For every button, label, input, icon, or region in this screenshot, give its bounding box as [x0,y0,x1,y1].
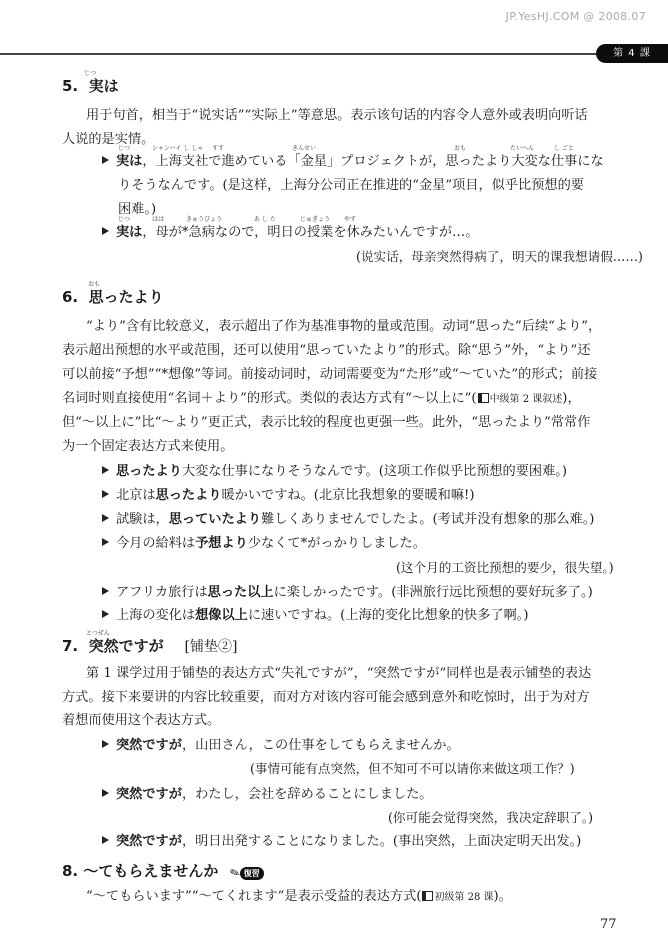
example-text: ，明日出発することになりました。(事出突然，上面决定明天出发。) [181,834,582,849]
section-subtitle: [铺垫②] [184,639,238,655]
body-text: )， [562,391,581,406]
example-text: 難しくありませんでしたよ。(考试并没有想象的那么难。) [261,512,595,527]
section-7-body-line: 第 1 课学过用于铺垫的表达方式“失礼ですが”，“突然ですが”同样也是表示铺垫的表达 [86,666,592,681]
section-5-body-line: 人说的是实情。 [62,132,155,147]
section-6-body-line: “より”含有比较意义，表示超出了作为基准事物的量或范围。动词“思った”后续“より”， [86,319,602,334]
bullet-triangle-icon [102,740,109,748]
section-6-body-line: 表示超出预想的水平或范围，还可以使用“思っていたより”的形式。除“思う”外，“より”还 [62,343,591,358]
cross-reference: 初级第 28 课 [434,892,494,903]
section-6-heading [62,286,164,307]
page-number: 77 [600,917,617,932]
section-number: 7. [62,637,79,655]
example-keyword: 思ったより [155,488,222,503]
example-keyword: 実は [116,154,143,169]
ruby: じゅぎょう [300,216,331,223]
example-text: 試験は， [116,512,169,527]
section-5-heading [62,75,119,96]
bullet-triangle-icon [102,156,109,164]
example-translation: (你可能会觉得突然，我决定辞职了。) [388,810,594,825]
example-keyword: 突然ですが [116,787,182,802]
ruby: きゅうびょう [186,216,223,223]
example-keyword: 予想より [195,536,248,551]
example-item [102,484,474,503]
example-text: ，上海支社で進めている「金星」プロジェクトが，思ったより大変な仕事にな [142,154,604,169]
example-keyword: 思った以上 [207,585,274,600]
section-6-body-line: 可以前接“予想”“*想像”等词。前接动词时，动词需要变为“た形”或“～ていた”的形式；前接 [62,367,598,382]
example-text: 暖かいですね。(北京比我想象的要暖和嘛!) [221,488,475,503]
example-text: ，山田さん，この仕事をしてもらえませんか。 [181,738,460,753]
section-title: 突然ですが [88,637,164,655]
section-8-body-line [86,885,512,904]
example-item [102,604,529,623]
section-title: ～てもらえませんか [83,862,219,880]
ruby: じつ [118,145,131,152]
example-text-line: りそうなんです。(是这样，上海分公司正在推进的“金星”项目，似乎比预想的要 [118,178,584,193]
example-text: 今月の給料は [116,536,196,551]
section-number: 5. [62,77,79,95]
section-7-body-line: 着想而使用这个表达方式。 [62,713,221,728]
example-keyword: 思っていたより [168,512,262,527]
section-7-body-line: 方式。接下来要讲的内容比较重要，而对方对该内容可能会感到意外和吃惊时，出于为对方 [62,690,590,705]
example-item [102,734,460,753]
ruby: おも [454,145,467,152]
body-text: )。 [493,889,512,904]
example-keyword: 実は [116,225,143,240]
bullet-triangle-icon [102,466,109,474]
book-reference-icon [478,393,489,403]
ruby: じつ [84,70,97,77]
section-6-body-line [62,387,581,406]
bullet-triangle-icon [102,227,109,235]
body-text: “～てもらいます”“～てくれます”是表示受益的表达方式( [86,889,422,904]
pencil-icon: ✎ [227,864,242,881]
ruby: やす [344,216,357,223]
section-title: 思ったより [88,288,164,306]
bullet-triangle-icon [102,538,109,546]
example-text: に楽しかったです。(非洲旅行远比预想的要好玩多了。) [273,585,593,600]
lesson-tab: 第 4 課 [596,44,668,63]
ruby: たいへん [510,145,535,152]
example-text: 大変な仕事になりそうなんです。(这项工作似乎比预想的要困难。) [181,464,568,479]
example-item [102,221,478,240]
ruby: おも [88,281,101,288]
ruby: とつぜん [86,630,110,637]
section-6-body-line: 但“～以上に”比“～より”更正式，表示比较的程度也更强一些。此外，“思ったより”常常作 [62,415,591,430]
review-label: 復習 [240,867,264,880]
example-keyword: 突然ですが [116,834,182,849]
section-6-body-line: 为一个固定表达方式来使用。 [62,439,234,454]
example-item [102,532,426,551]
ruby: はは [152,216,165,223]
bullet-triangle-icon [102,789,109,797]
ruby: シャンハイ し しゃ [152,145,204,152]
example-translation: (这个月的工资比预想的要少，很失望。) [396,560,614,575]
ruby: あ し た [254,216,276,223]
example-keyword: 思ったより [116,464,182,479]
book-reference-icon [422,891,433,901]
example-keyword: 想像以上 [195,608,248,623]
bullet-triangle-icon [102,514,109,522]
header-rule [0,53,600,55]
bullet-triangle-icon [102,490,109,498]
example-item [102,581,593,600]
example-item [102,150,604,169]
example-item [102,830,581,849]
section-title: 実は [88,77,119,95]
section-number: 6. [62,288,79,306]
cross-reference: 中级第 2 课叙述 [489,394,563,405]
example-translation: (事情可能有点突然，但不知可不可以请你来做这项工作？) [250,761,575,776]
example-text: アフリカ旅行は [116,585,208,600]
ruby: じつ [118,216,131,223]
example-text: 少なくて*がっかりしました。 [247,536,426,551]
section-5-body-line: 用于句首，相当于“说实话”“实际上”等意思。表示该句话的内容令人意外或表明向听话 [86,108,588,123]
ruby: すす [212,145,225,152]
bullet-triangle-icon [102,836,109,844]
section-7-heading [62,635,237,656]
example-text: に速いですね。(上海的变化比想象的快多了啊。) [247,608,529,623]
ruby: きんせい [292,145,317,152]
example-text: ，わたし，会社を辞めることにしました。 [181,787,433,802]
example-text: 北京は [116,488,156,503]
example-item [102,508,594,527]
example-text-line: 困难。) [118,202,157,217]
example-text: 上海の変化は [116,608,196,623]
body-text: 名词时则直接使用“名词＋より”的形式。类似的表达方式有“～以上に”( [62,391,477,406]
bullet-triangle-icon [102,587,109,595]
review-badge [227,863,264,881]
example-item [102,783,433,802]
example-item [102,460,567,479]
bullet-triangle-icon [102,610,109,618]
example-translation: (说实话，母亲突然得病了，明天的课我想请假……) [356,249,643,264]
watermark: JP.YesHJ.COM @ 2008.07 [505,10,646,23]
example-text: ，母が*急病なので，明日の授業を休みたいんですが…。 [142,225,479,240]
ruby: し ごと [554,145,574,152]
example-keyword: 突然ですが [116,738,182,753]
section-number: 8. [62,862,79,880]
section-8-heading [62,860,264,881]
